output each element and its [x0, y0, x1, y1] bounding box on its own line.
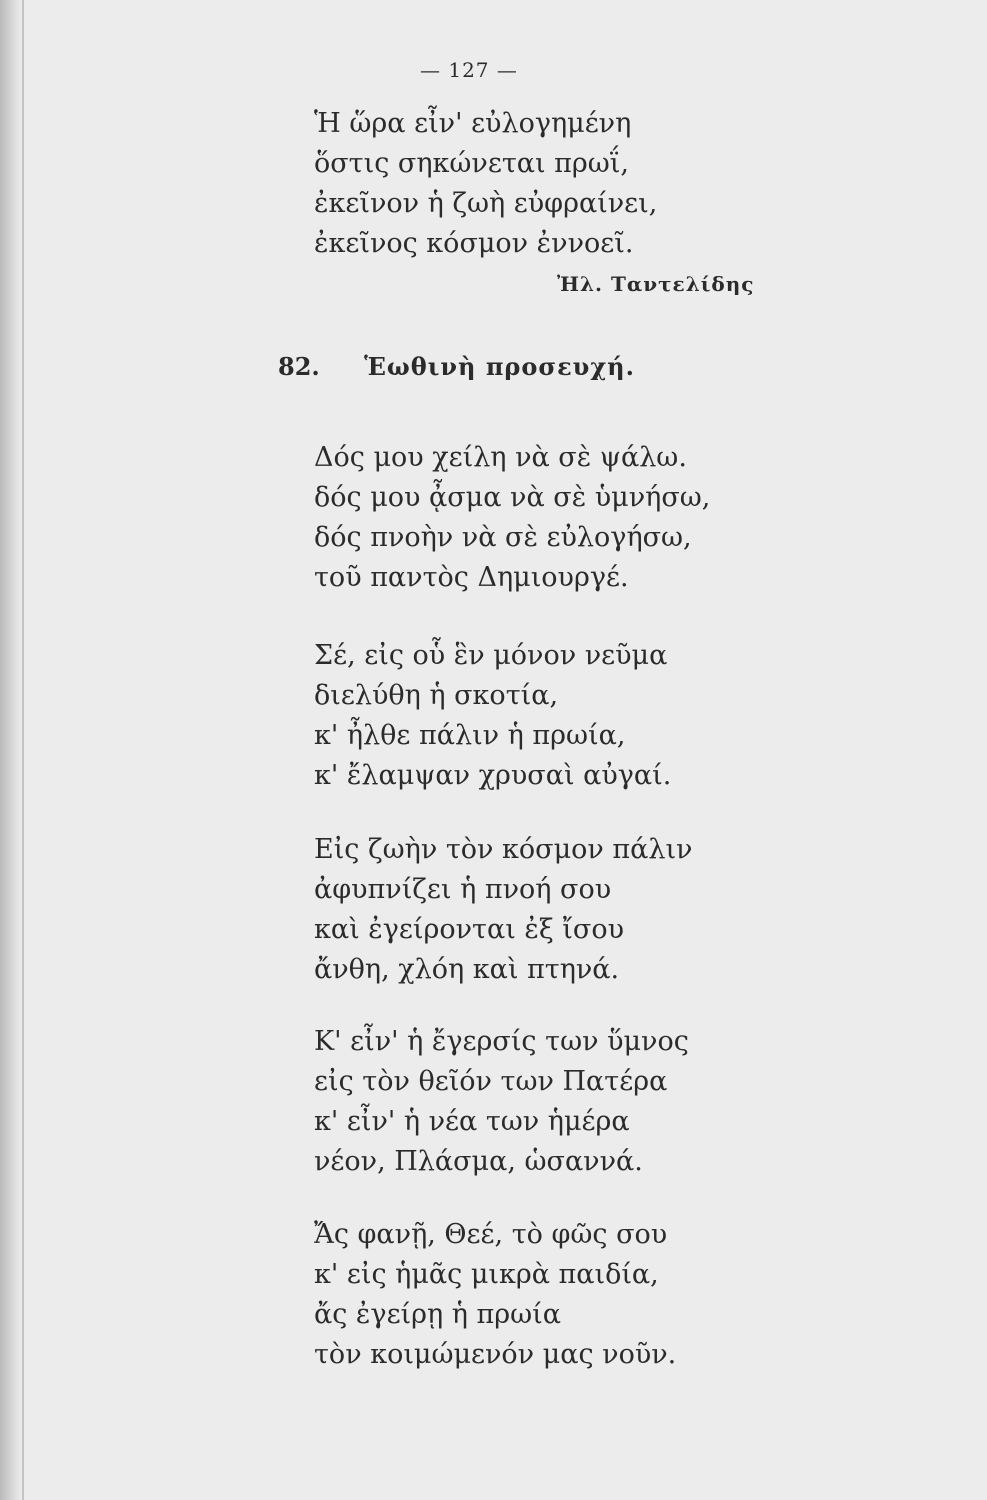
- stanza-2: [314, 636, 671, 796]
- verse-line: ὅστις σηκώνεται πρωΐ,: [314, 148, 629, 179]
- verse-line: ἀφυπνίζει ἡ πνοή σου: [314, 874, 612, 905]
- poem-title: Ἑωθινὴ προσευχή.: [364, 352, 635, 381]
- verse-line: κ' εἰς ἡμᾶς μικρὰ παιδία,: [314, 1259, 659, 1290]
- verse-line: νέον, Πλάσμα, ὡσαννά.: [314, 1146, 643, 1177]
- poem-number: 82.: [278, 352, 320, 381]
- author-signature: Ἠλ. Ταντελίδης: [557, 272, 755, 296]
- verse-line: ἐκεῖνον ἡ ζωὴ εὐφραίνει,: [314, 188, 658, 219]
- verse-line: τοῦ παντὸς Δημιουργέ.: [314, 562, 629, 593]
- verse-line: Ἄς φανῇ, Θεέ, τὸ φῶς σου: [314, 1219, 668, 1250]
- previous-poem-stanza: [314, 104, 657, 264]
- verse-line: κ' εἶν' ἡ νέα των ἡμέρα: [314, 1106, 630, 1137]
- verse-line: δός μου ᾆσμα νὰ σὲ ὑμνήσω,: [314, 482, 711, 513]
- verse-line: Δός μου χείλη νὰ σὲ ψάλω.: [314, 442, 687, 473]
- verse-line: καὶ ἐγείρονται ἐξ ἴσου: [314, 914, 624, 945]
- page-edge: [22, 0, 24, 1500]
- stanza-4: [314, 1022, 689, 1182]
- verse-line: διελύθη ἡ σκοτία,: [314, 680, 559, 711]
- verse-line: κ' ἦλθε πάλιν ἡ πρωία,: [314, 720, 626, 751]
- verse-line: Ἡ ὥρα εἶν' εὐλογημένη: [314, 108, 632, 139]
- page-number: — 127 —: [420, 58, 518, 82]
- verse-line: δός πνοὴν νὰ σὲ εὐλογήσω,: [314, 522, 692, 553]
- stanza-3: [314, 830, 692, 990]
- verse-line: εἰς τὸν θεῖόν των Πατέρα: [314, 1066, 668, 1097]
- verse-line: τὸν κοιμώμενόν μας νοῦν.: [314, 1339, 677, 1370]
- verse-line: Εἰς ζωὴν τὸν κόσμον πάλιν: [314, 834, 693, 865]
- stanza-1: [314, 438, 710, 598]
- verse-line: ἐκεῖνος κόσμον ἐννοεῖ.: [314, 228, 634, 259]
- verse-line: ἄς ἐγείρῃ ἡ πρωία: [314, 1299, 561, 1330]
- stanza-5: [314, 1215, 676, 1375]
- verse-line: Κ' εἶν' ἡ ἔγερσίς των ὕμνος: [314, 1026, 689, 1057]
- verse-line: ἄνθη, χλόη καὶ πτηνά.: [314, 954, 620, 985]
- verse-line: Σέ, εἰς οὗ ἓν μόνον νεῦμα: [314, 640, 668, 671]
- book-gutter-shadow: [0, 0, 22, 1500]
- verse-line: κ' ἔλαμψαν χρυσαὶ αὐγαί.: [314, 760, 672, 791]
- poem-heading: [278, 352, 635, 381]
